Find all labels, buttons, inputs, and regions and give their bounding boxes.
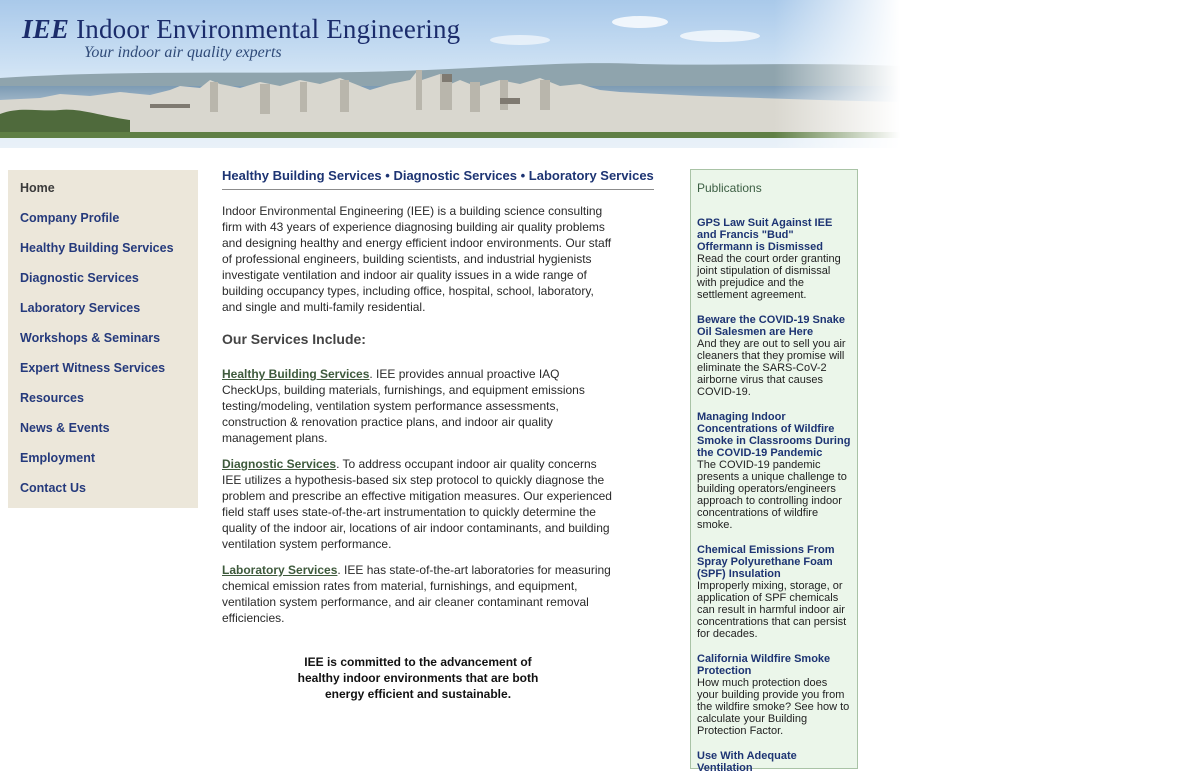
nav-item-workshops-seminars[interactable]: Workshops & Seminars [20, 331, 161, 345]
service-description: . IEE provides annual proactive IAQ CheckUps, building materials, furnishings, and equipment emissions testing/modeling, ventilation system performance assessments, construction & renovation practice plans, and indoor air quality management plans. [222, 367, 585, 445]
laboratory-services-link[interactable]: Laboratory Services [222, 563, 338, 577]
publication-description: Improperly mixing, storage, or application of SPF chemicals can result in harmful indoor air concentrations that can persist for decades. [697, 580, 847, 640]
publication-title-link[interactable]: Use With Adequate Ventilation [697, 750, 797, 774]
intro-paragraph: Indoor Environmental Engineering (IEE) is a building science consulting firm with 43 years of experience diagnosing building air quality problems and designing healthy and energy efficient indoor environments. Our staff of professional engineers, building scientists, and industrial hygienists investigate ventilation and indoor air quality issues in a wide range of building occupancy types, including office, hospital, school, laboratory, and single and multi-family residential. [222, 204, 612, 314]
publications-title: Publications [697, 181, 762, 195]
service-laboratory [222, 562, 614, 626]
nav-item-expert-witness-services[interactable]: Expert Witness Services [20, 361, 166, 375]
publication-title-link[interactable]: GPS Law Suit Against IEE and Francis "Bud" Offermann is Dismissed [697, 217, 833, 253]
nav-item-laboratory-services[interactable]: Laboratory Services [20, 301, 141, 315]
publication-item [697, 314, 851, 398]
publication-description: Read the court order granting joint stipulation of dismissal with prejudice and the settlement agreement. [697, 253, 841, 301]
publication-item [697, 217, 851, 301]
publication-title-link[interactable]: California Wildfire Smoke Protection [697, 653, 831, 677]
site-tagline: Your indoor air quality experts [84, 44, 282, 61]
publication-item [697, 653, 851, 737]
publication-item [697, 750, 851, 774]
service-diagnostic [222, 456, 614, 552]
nav-item-employment[interactable]: Employment [20, 451, 96, 465]
site-title [22, 14, 460, 45]
nav-item-contact-us[interactable]: Contact Us [20, 481, 86, 495]
service-description: . To address occupant indoor air quality concerns IEE utilizes a hypothesis-based six step protocol to quickly diagnose the problem and prescribe an effective mitigation measures. Our experienced field staff uses state-of-the-art instrumentation to quickly determine the quality of the indoor air, locations of air indoor contaminants, and building ventilation system performance. [222, 457, 612, 551]
brand-logo-text: IEE [22, 14, 70, 44]
header-banner [0, 0, 900, 148]
nav-item-home[interactable]: Home [20, 181, 55, 195]
publication-description: The COVID-19 pandemic presents a unique challenge to building operators/engineers approach to controlling indoor concentrations of wildfire smoke. [697, 459, 847, 531]
publications-sidebar [690, 169, 858, 774]
nav-item-company-profile[interactable]: Company Profile [20, 211, 120, 225]
main-content [222, 168, 654, 702]
publication-title-link[interactable]: Chemical Emissions From Spray Polyurethane Foam (SPF) Insulation [697, 544, 835, 580]
service-description: . IEE has state-of-the-art laboratories for measuring chemical emission rates from material, furnishings, and equipment, ventilation system performance, and air cleaner contaminant removal efficiencies. [222, 563, 611, 625]
site-title-text: Indoor Environmental Engineering [76, 14, 461, 44]
nav-item-resources[interactable]: Resources [20, 391, 84, 405]
sidebar-nav [8, 170, 198, 508]
publication-item [697, 544, 851, 640]
services-title: Our Services Include: [222, 331, 366, 347]
service-healthy-building [222, 366, 614, 446]
publication-title-link[interactable]: Managing Indoor Concentrations of Wildfire Smoke in Classrooms During the COVID-19 Pandemic [697, 411, 851, 459]
commitment-statement: IEE is committed to the advancement of healthy indoor environments that are both energy efficient and sustainable. [297, 655, 539, 701]
nav-item-diagnostic-services[interactable]: Diagnostic Services [20, 271, 139, 285]
publication-description: How much protection does your building provide you from the wildfire smoke? See how to calculate your Building Protection Factor. [697, 677, 850, 737]
publication-item [697, 411, 851, 531]
page-heading: Healthy Building Services • Diagnostic Services • Laboratory Services [222, 168, 654, 190]
diagnostic-services-link[interactable]: Diagnostic Services [222, 457, 337, 471]
publication-description: And they are out to sell you air cleaners that they promise will eliminate the SARS-CoV-2 airborne virus that causes COVID-19. [697, 338, 846, 398]
nav-item-news-events[interactable]: News & Events [20, 421, 110, 435]
nav-item-healthy-building-services[interactable]: Healthy Building Services [20, 241, 174, 255]
healthy-building-services-link[interactable]: Healthy Building Services [222, 367, 370, 381]
publication-title-link[interactable]: Beware the COVID-19 Snake Oil Salesmen are Here [697, 314, 845, 338]
